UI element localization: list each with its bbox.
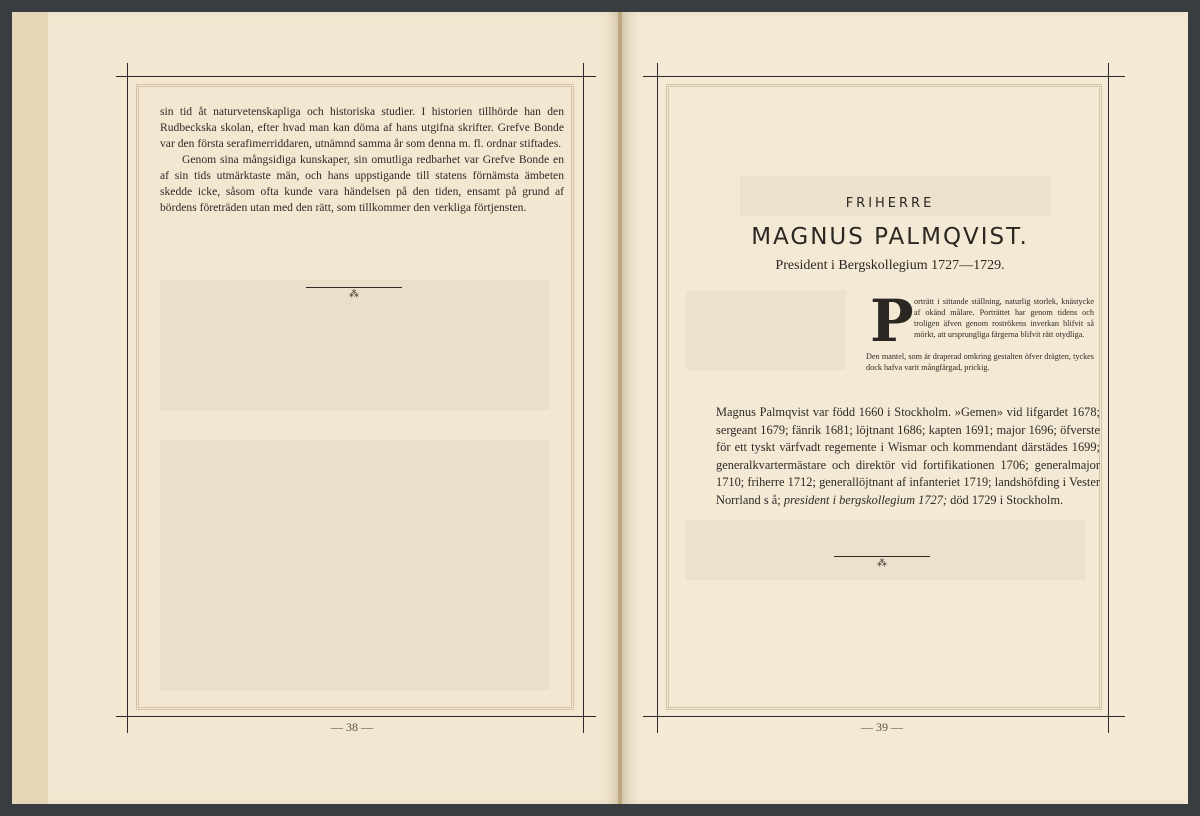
portrait-note-continuation: Den mantel, som är draperad omkring gestalten öfver drägten, tyckes dock hafva varit mångfärgad, prickig.	[866, 352, 1094, 372]
right-show-through	[686, 290, 846, 370]
biography	[716, 404, 1100, 509]
biography-text: Magnus Palmqvist var född 1660 i Stockholm. »Gemen» vid lifgardet 1678; sergeant 1679; fänrik 1681; löjtnant 1686; kapten 1691; major 1696; öfverste för ett tyskt värfvadt regemente i Wismar och kommendant därstädes 1699; generalkvartermästare och direktör vid fortifikationen 1706; generalmajor 1710; friherre 1712; generallöjtnant af infanteriet 1719; landshöfding i Vester Norrland s å;	[716, 405, 1100, 507]
left-frame-top-rule	[116, 76, 596, 77]
tailpiece-rule	[834, 556, 930, 557]
left-body-text	[160, 104, 564, 216]
right-frame-left-rule	[657, 63, 658, 733]
right-frame-bottom-rule	[643, 716, 1125, 717]
left-paragraph-2: Genom sina mångsidiga kunskaper, sin omutliga redbarhet var Grefve Bonde en af sin tids utmärktaste män, och hans uppstigande till statens förnämsta ämbeten skedde icke, såsom ofta kunde vara händelsen på den tiden, ensamt på grund af bördens företräden utan med den rätt, som tillkommer den verkliga förtjensten.	[160, 153, 564, 214]
left-frame-right-rule	[583, 63, 584, 733]
tailpiece-ornament: ⁂	[349, 289, 359, 300]
portrait-note-rest	[866, 351, 1094, 373]
left-show-through	[160, 440, 550, 690]
title-rank: FRIHERRE	[845, 196, 935, 211]
left-page-number: — 38 —	[331, 720, 373, 734]
drop-cap: P	[870, 287, 914, 355]
portrait-note-text: orträtt i sittande ställning, naturlig storlek, knästycke af okänd målare. Porträttet har genom tidens och troligen äfven genom roströkens inverkan blifvit så mörkt, att ursprungliga färgerna blifvit rätt otydliga.	[914, 297, 1094, 339]
right-show-through	[686, 520, 1086, 580]
left-paragraph-1: sin tid åt naturvetenskapliga och historiska studier. I historien tillhörde han den Rudbeckska skolan, efter hvad man kan döma af hans utgifna skrifter. Grefve Bonde var den första serafimerriddaren, utnämnd samma år som denna m. fl. ordnar stiftades.	[160, 105, 564, 150]
biography-end: död 1729 i Stockholm.	[950, 492, 1064, 507]
tailpiece-rule	[306, 287, 402, 288]
right-frame-right-rule	[1108, 63, 1109, 733]
biography-italic: president i bergskollegium 1727;	[783, 492, 948, 507]
page-title: MAGNUS PALMQVIST.	[751, 224, 1029, 250]
page-subtitle: President i Bergskollegium 1727—1729.	[775, 258, 1005, 273]
left-tailpiece	[294, 287, 414, 300]
right-frame-top-rule	[643, 76, 1125, 77]
page-edges	[12, 12, 48, 804]
tailpiece-ornament: ⁂	[877, 558, 887, 569]
left-frame-left-rule	[127, 63, 128, 733]
portrait-note-first	[914, 296, 1094, 340]
left-frame-bottom-rule	[116, 716, 596, 717]
right-tailpiece	[822, 556, 942, 569]
right-page-number: — 39 —	[861, 720, 903, 734]
